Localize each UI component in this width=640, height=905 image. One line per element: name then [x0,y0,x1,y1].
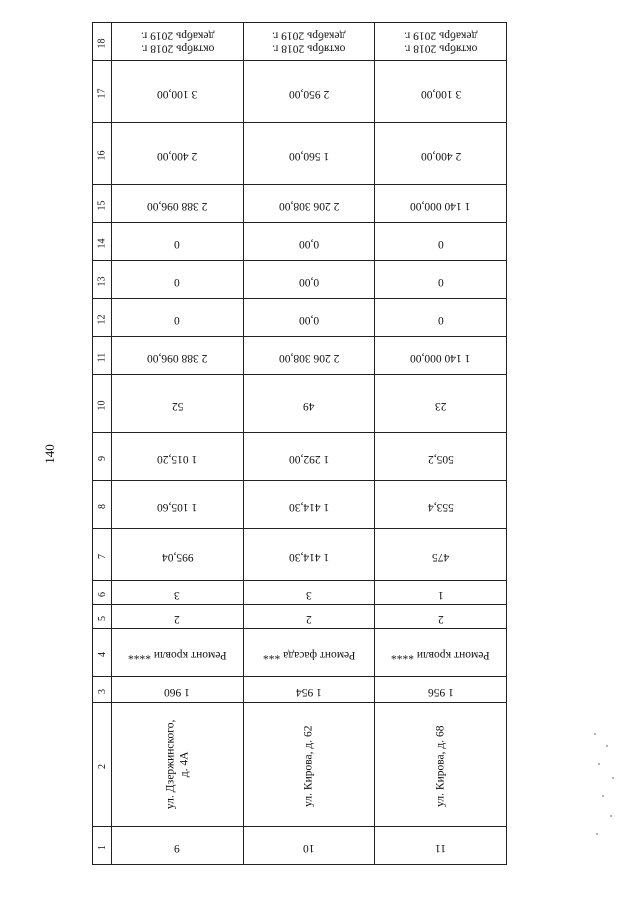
column-number: 8 [93,481,112,529]
column-15 [93,185,507,223]
work-type-cell: Ремонт кровли **** [375,629,507,677]
address-cell: ул. Кирова, д. 62 [243,703,375,827]
value-cell: 2 388 096,00 [112,185,244,223]
column-number: 10 [93,375,112,433]
address-cell: ул. Кирова, д. 68 [375,703,507,827]
work-type-cell: Ремонт фасада *** [243,629,375,677]
column-number: 13 [93,261,112,299]
column-number: 15 [93,185,112,223]
column-7 [93,529,507,581]
column-2-address [93,703,507,827]
value-cell: 0 [375,223,507,261]
value-cell: 2 [112,605,244,629]
column-number: 9 [93,433,112,481]
value-cell: 995,04 [112,529,244,581]
column-3-year [93,677,507,703]
value-cell: 2 [243,605,375,629]
column-number: 17 [93,61,112,123]
column-number: 3 [93,677,112,703]
value-cell: 1 414,30 [243,529,375,581]
column-10 [93,375,507,433]
value-cell: 1 [375,581,507,605]
address-cell: ул. Дзержинского, д. 4А [112,703,244,827]
value-cell: 2 388 096,00 [112,337,244,375]
value-cell: 0 [375,261,507,299]
period-cell: октябрь 2018 г. декабрь 2019 г. [375,23,507,61]
column-18-period [93,23,507,61]
value-cell: 2 400,00 [375,123,507,185]
column-number: 11 [93,337,112,375]
year-cell: 1 954 [243,677,375,703]
period-cell: октябрь 2018 г. декабрь 2019 г. [243,23,375,61]
value-cell: 1 560,00 [243,123,375,185]
column-number: 6 [93,581,112,605]
value-cell: 3 100,00 [112,61,244,123]
value-cell: 553,4 [375,481,507,529]
column-6 [93,581,507,605]
column-12 [93,299,507,337]
column-8 [93,481,507,529]
scan-noise [592,725,622,845]
value-cell: 1 414,30 [243,481,375,529]
value-cell: 1 015,20 [112,433,244,481]
period-cell: октябрь 2018 г. декабрь 2019 г. [112,23,244,61]
column-number: 7 [93,529,112,581]
value-cell: 3 100,00 [375,61,507,123]
value-cell: 2 206 308,00 [243,337,375,375]
value-cell: 0 [112,223,244,261]
column-17 [93,61,507,123]
column-5 [93,605,507,629]
value-cell: 1 140 000,00 [375,337,507,375]
column-9 [93,433,507,481]
column-number: 5 [93,605,112,629]
value-cell: 23 [375,375,507,433]
index-cell: 9 [112,827,244,865]
column-1-index [93,827,507,865]
value-cell: 1 292,00 [243,433,375,481]
index-cell: 10 [243,827,375,865]
index-cell: 11 [375,827,507,865]
column-number: 1 [93,827,112,865]
value-cell: 1 140 000,00 [375,185,507,223]
value-cell: 0 [112,261,244,299]
column-11 [93,337,507,375]
column-number: 14 [93,223,112,261]
value-cell: 1 105,60 [112,481,244,529]
value-cell: 0,00 [243,223,375,261]
data-table [92,22,507,865]
year-cell: 1 956 [375,677,507,703]
value-cell: 0 [112,299,244,337]
column-number: 18 [93,23,112,61]
column-13 [93,261,507,299]
page-number: 140 [42,444,57,464]
value-cell: 505,2 [375,433,507,481]
value-cell: 2 206 308,00 [243,185,375,223]
column-16 [93,123,507,185]
column-14 [93,223,507,261]
value-cell: 0,00 [243,261,375,299]
value-cell: 475 [375,529,507,581]
value-cell: 2 [375,605,507,629]
value-cell: 3 [243,581,375,605]
value-cell: 0 [375,299,507,337]
column-number: 2 [93,703,112,827]
repair-table-rotated [92,22,507,862]
value-cell: 2 400,00 [112,123,244,185]
column-number: 16 [93,123,112,185]
work-type-cell: Ремонт кровли **** [112,629,244,677]
column-4-work-type [93,629,507,677]
value-cell: 3 [112,581,244,605]
column-number: 12 [93,299,112,337]
value-cell: 49 [243,375,375,433]
value-cell: 52 [112,375,244,433]
year-cell: 1 960 [112,677,244,703]
column-number: 4 [93,629,112,677]
value-cell: 2 950,00 [243,61,375,123]
value-cell: 0,00 [243,299,375,337]
